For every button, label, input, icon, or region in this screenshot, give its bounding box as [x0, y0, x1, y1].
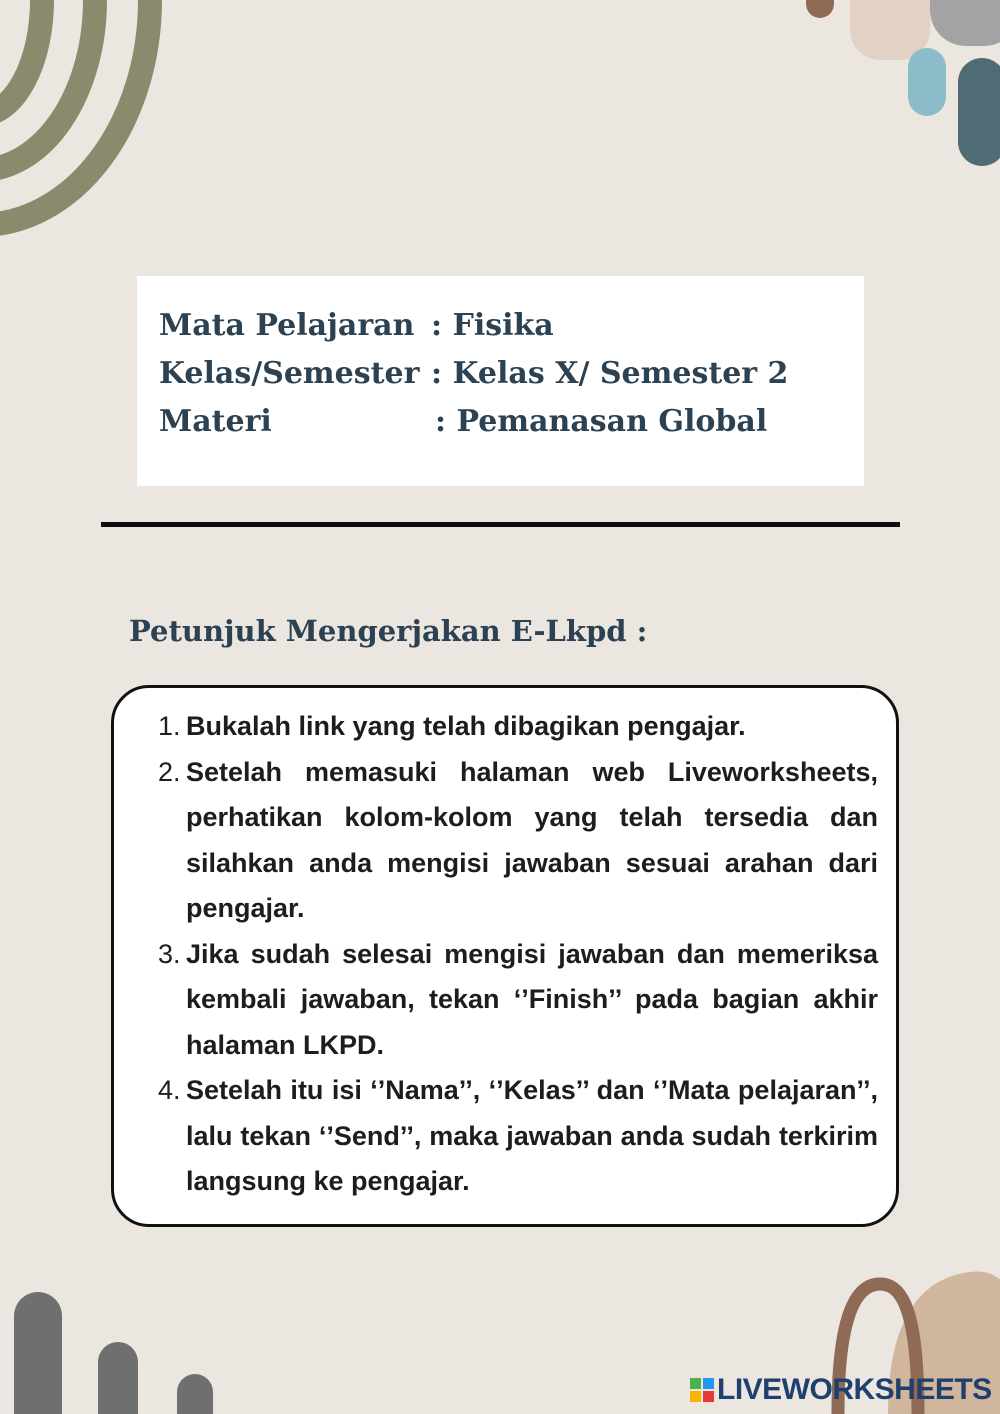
liveworksheets-logo[interactable]: [690, 1372, 992, 1408]
step-number: 3.: [158, 938, 181, 969]
divider: [101, 522, 900, 527]
instructions-title: Petunjuk Mengerjakan E-Lkpd :: [129, 614, 648, 648]
step-text: Setelah itu isi ‘’Nama’’, ‘’Kelas’’ dan ‘’Mata pelajaran’’, lalu tekan ‘’Send’’, maka jawaban anda sudah terkirim langsung ke pengajar.: [186, 1075, 878, 1196]
instruction-step: [158, 704, 878, 750]
info-label: Kelas/Semester: [159, 356, 420, 391]
step-number: 4.: [158, 1075, 181, 1105]
info-value: : Kelas X/ Semester 2: [431, 356, 789, 391]
top-right-decoration: [806, 0, 1000, 166]
info-value: : Pemanasan Global: [435, 404, 768, 439]
step-text: Jika sudah selesai mengisi jawaban dan memeriksa kembali jawaban, tekan ‘’Finish’’ pada bagian akhir halaman LKPD.: [186, 938, 878, 1060]
step-text: Bukalah link yang telah dibagikan pengajar.: [186, 711, 746, 741]
info-label: Mata Pelajaran: [159, 308, 415, 343]
info-label: Materi: [159, 404, 272, 439]
step-number: 1.: [158, 711, 181, 741]
bottom-left-decoration: [14, 1292, 213, 1414]
instruction-step: [158, 750, 878, 932]
step-text: Setelah memasuki halaman web Liveworksheets, perhatikan kolom-kolom yang telah tersedia dan silahkan anda mengisi jawaban sesuai arahan dari pengajar.: [186, 756, 878, 923]
subject-info-card: [137, 276, 864, 486]
olive-arc-decoration: [0, 0, 150, 225]
instructions-box: [111, 685, 899, 1227]
step-number: 2.: [158, 756, 181, 787]
instruction-step: [158, 932, 878, 1069]
liveworksheets-logo-icon: [690, 1378, 714, 1402]
logo-text: LIVEWORKSHEETS: [717, 1373, 992, 1406]
instruction-step: [158, 1068, 878, 1205]
info-value: : Fisika: [431, 308, 554, 343]
instructions-list: [158, 704, 878, 1205]
